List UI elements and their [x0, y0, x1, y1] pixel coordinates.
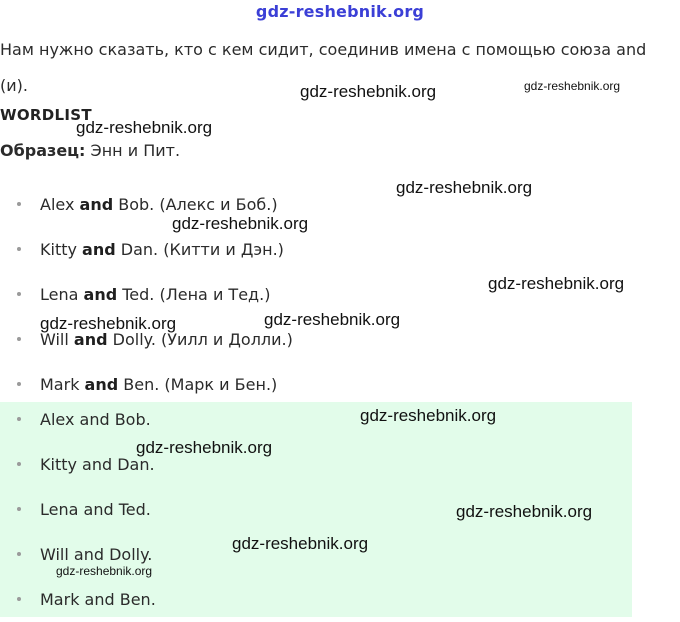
watermark: gdz-reshebnik.org	[172, 214, 309, 233]
bullet-icon	[17, 247, 21, 251]
name-rest: Dolly. (Уилл и Долли.)	[112, 330, 293, 349]
conjunction: and	[83, 285, 118, 304]
list-item	[0, 442, 632, 487]
conjunction: and	[73, 330, 108, 349]
watermark: gdz-reshebnik.org	[40, 314, 177, 333]
bullet-icon	[17, 382, 21, 386]
answer-text: Mark and Ben.	[40, 590, 156, 609]
bullet-icon	[17, 597, 21, 601]
answer-text: Lena and Ted.	[40, 500, 151, 519]
name-rest: Ben. (Марк и Бен.)	[123, 375, 278, 394]
conjunction: and	[84, 375, 119, 394]
watermark: gdz-reshebnik.org	[456, 502, 593, 521]
watermark: gdz-reshebnik.org	[232, 534, 369, 553]
bullet-icon	[17, 292, 21, 296]
name-first: Lena	[40, 285, 79, 304]
name-first: Mark	[40, 375, 80, 394]
answer-text: Alex and Bob.	[40, 410, 151, 429]
watermark: gdz-reshebnik.org	[524, 79, 621, 93]
name-first: Alex	[40, 195, 75, 214]
wordlist-heading: WORDLIST	[0, 106, 92, 124]
watermark: gdz-reshebnik.org	[360, 406, 497, 425]
watermark: gdz-reshebnik.org	[396, 178, 533, 197]
list-item	[0, 577, 632, 622]
watermark: gdz-reshebnik.org	[76, 118, 213, 137]
name-first: Kitty	[40, 240, 77, 259]
bullet-icon	[17, 507, 21, 511]
sample-label: Образец:	[0, 141, 86, 160]
bullet-icon	[17, 337, 21, 341]
conjunction: and	[82, 240, 116, 259]
watermark: gdz-reshebnik.org	[300, 82, 437, 101]
answer-text: Kitty and Dan.	[40, 455, 155, 474]
list-item	[0, 182, 632, 227]
sample-line	[0, 141, 180, 160]
name-first: Will	[40, 330, 69, 349]
name-rest: Ted. (Лена и Тед.)	[122, 285, 271, 304]
name-rest: Dan. (Китти и Дэн.)	[120, 240, 284, 259]
answer-text: Will and Dolly.	[40, 545, 153, 564]
bullet-icon	[17, 462, 21, 466]
site-logo: gdz-reshebnik.org	[255, 2, 425, 21]
list-item	[0, 397, 632, 442]
bullet-icon	[17, 552, 21, 556]
name-rest: Bob. (Алекс и Боб.)	[118, 195, 278, 214]
bullet-icon	[17, 417, 21, 421]
conjunction: and	[79, 195, 114, 214]
bullet-icon	[17, 202, 21, 206]
watermark: gdz-reshebnik.org	[488, 274, 625, 293]
intro-text: Нам нужно сказать, кто с кем сидит, соединив имена с помощью союза and (и).	[0, 40, 647, 95]
watermark: gdz-reshebnik.org	[56, 564, 153, 578]
watermark: gdz-reshebnik.org	[264, 310, 401, 329]
watermark: gdz-reshebnik.org	[136, 438, 273, 457]
sample-text: Энн и Пит.	[90, 141, 181, 160]
list-item	[0, 227, 632, 272]
